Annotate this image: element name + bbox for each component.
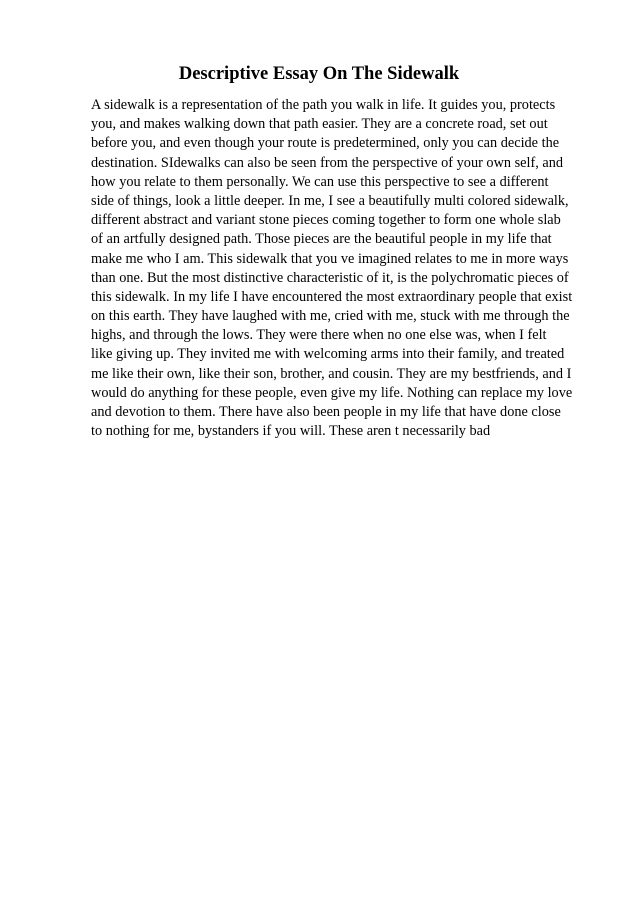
essay-line: than one. But the most distinctive characteristic of it, is the polychromatic pieces of (91, 269, 569, 286)
essay-line: make me who I am. This sidewalk that you ve imagined relates to me in more ways (91, 250, 569, 267)
essay-line: different abstract and variant stone pieces coming together to form one whole slab (91, 212, 561, 229)
essay-line: A sidewalk is a representation of the path you walk in life. It guides you, protects (91, 97, 556, 113)
essay-line: like giving up. They invited me with welcoming arms into their family, and treated (91, 346, 565, 363)
document-title: Descriptive Essay On The Sidewalk (178, 64, 460, 84)
essay-line: to nothing for me, bystanders if you will. These aren t necessarily bad (91, 423, 491, 440)
essay-line: and devotion to them. There have also been people in my life that have done close (91, 404, 561, 420)
essay-line: me like their own, like their son, brother, and cousin. They are my bestfriends, and I (91, 365, 572, 382)
essay-line: of an artfully designed path. Those pieces are the beautiful people in my life that (91, 231, 552, 248)
essay-line: destination. SIdewalks can also be seen from the perspective of your own self, and (91, 154, 564, 171)
essay-line: this sidewalk. In my life I have encountered the most extraordinary people that exist (91, 288, 573, 305)
essay-body (91, 96, 591, 441)
essay-line: highs, and through the lows. They were there when no one else was, when I felt (91, 327, 547, 344)
essay-line: you, and makes walking down that path easier. They are a concrete road, set out (91, 116, 548, 133)
essay-line: side of things, look a little deeper. In me, I see a beautifully multi colored sidewalk, (91, 192, 569, 209)
essay-line: would do anything for these people, even give my life. Nothing can replace my love (91, 384, 573, 401)
essay-line: on this earth. They have laughed with me, cried with me, stuck with me through the (91, 308, 570, 325)
essay-line: how you relate to them personally. We can use this perspective to see a different (91, 173, 549, 190)
essay-line: before you, and even though your route is predetermined, only you can decide the (91, 135, 560, 152)
